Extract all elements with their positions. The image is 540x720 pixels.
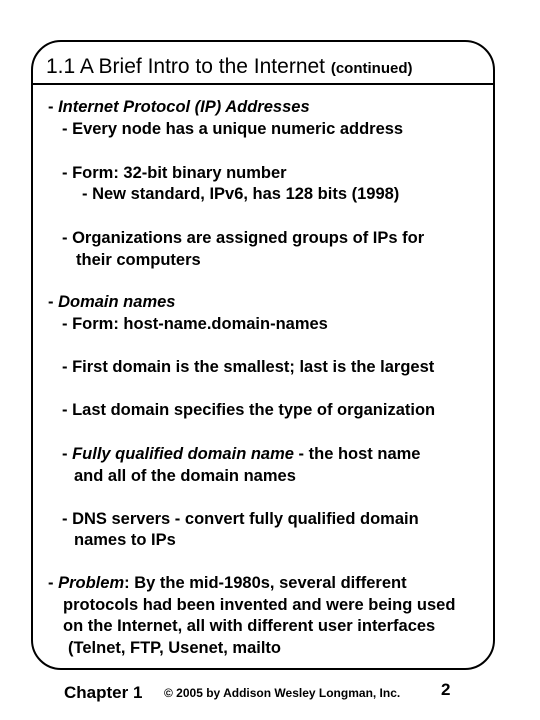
problem-line-2: protocols had been invented and were being used (63, 596, 456, 614)
problem-line-1: - Problem: By the mid-1980s, several different (48, 574, 407, 592)
dn-line-5: and all of the domain names (74, 467, 296, 485)
problem-line-3: on the Internet, all with different user interfaces (63, 617, 436, 635)
slide-title (46, 54, 413, 82)
title-main: 1.1 A Brief Intro to the Internet (46, 55, 331, 78)
dn-line-3: - Last domain specifies the type of organization (62, 401, 436, 419)
dn-line-7: names to IPs (74, 531, 176, 549)
ip-line-4: - Organizations are assigned groups of IPs for (62, 229, 425, 247)
dn-line-2: - First domain is the smallest; last is the largest (62, 358, 435, 376)
dn-line-6: - DNS servers - convert fully qualified domain (62, 510, 419, 528)
ip-line-1: - Every node has a unique numeric address (62, 120, 404, 138)
dn-heading: - Domain names (48, 293, 176, 311)
ip-line-5: their computers (76, 251, 201, 269)
title-divider (33, 83, 493, 85)
ip-heading: - Internet Protocol (IP) Addresses (48, 98, 310, 116)
footer-copyright: © 2005 by Addison Wesley Longman, Inc. (164, 686, 401, 700)
ip-line-2: - Form: 32-bit binary number (62, 164, 287, 182)
dn-line-1: - Form: host-name.domain-names (62, 315, 328, 333)
problem-line-4: (Telnet, FTP, Usenet, mailto (68, 639, 282, 657)
ip-line-3: - New standard, IPv6, has 128 bits (1998) (82, 185, 400, 203)
page-number: 2 (441, 680, 451, 699)
title-subtitle: (continued) (330, 60, 413, 77)
dn-line-4: - Fully qualified domain name - the host name (62, 445, 421, 463)
footer-chapter: Chapter 1 (64, 683, 143, 702)
